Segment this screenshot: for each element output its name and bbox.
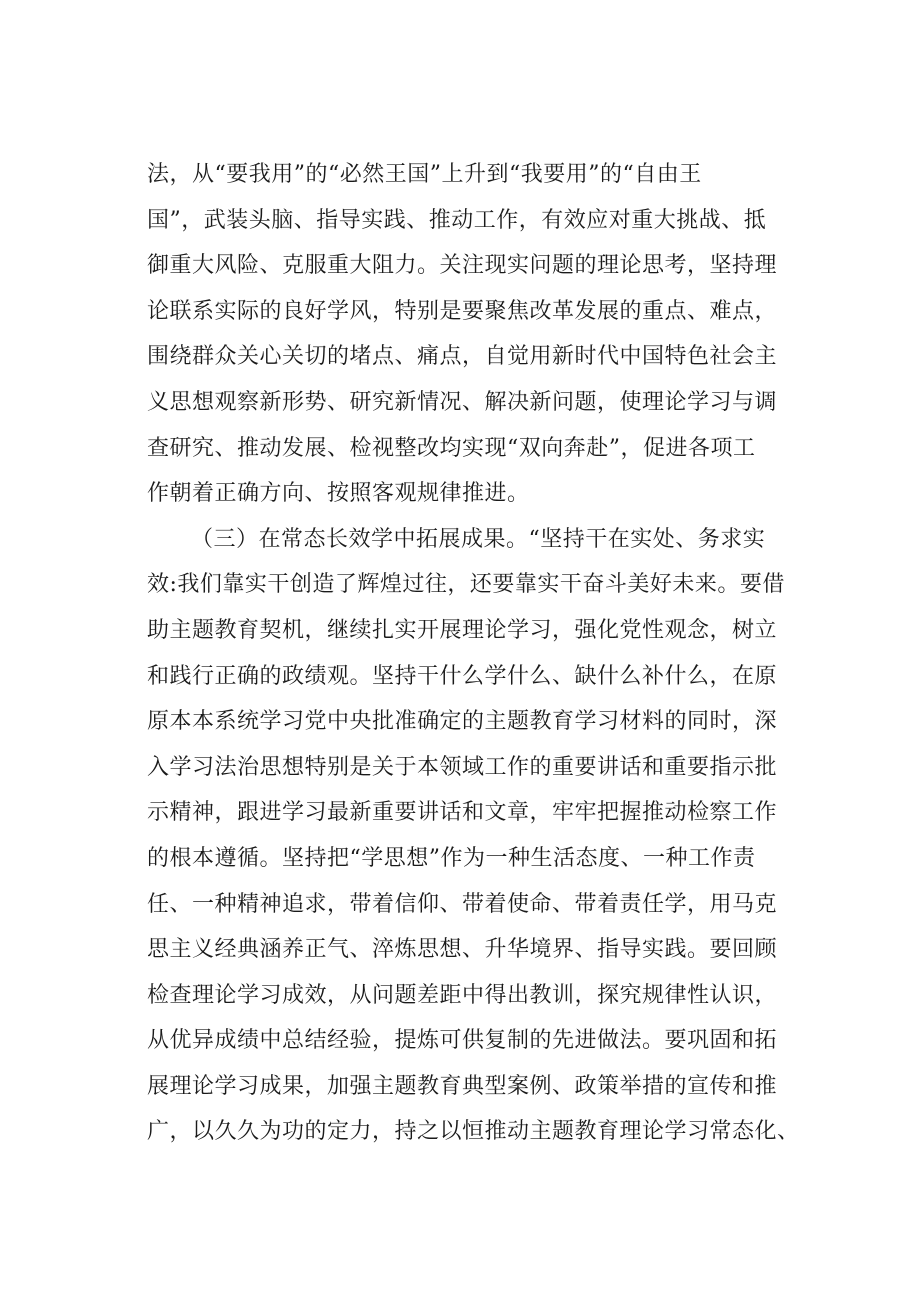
text-line: 的根本遵循。坚持把“学思想”作为一种生活态度、一种工作责 <box>147 845 756 871</box>
text-line: 法，从“要我用”的“必然王国”上升到“我要用”的“自由王 <box>147 162 702 187</box>
body-text <box>147 152 827 1155</box>
text-line: 查研究、推动发展、检视整改均实现“双向奔赴”，促进各项工 <box>147 435 756 461</box>
text-line: 广，以久久为功的定力，持之以恒推动主题教育理论学习常态化、 <box>147 1119 800 1145</box>
text-line: 从优异成绩中总结经验，提炼可供复制的先进做法。要巩固和拓 <box>147 1028 778 1054</box>
text-line: 检查理论学习成效，从问题差距中得出教训，探究规律性认识， <box>147 982 778 1008</box>
text-line: 入学习法治思想特别是关于本领域工作的重要讲话和重要指示批 <box>147 754 778 780</box>
text-line: 思主义经典涵养正气、淬炼思想、升华境界、指导实践。要回顾 <box>147 937 778 963</box>
text-line: 围绕群众关心关切的堵点、痛点，自觉用新时代中国特色社会主 <box>147 344 778 370</box>
text-line: 助主题教育契机，继续扎实开展理论学习，强化党性观念，树立 <box>147 617 778 643</box>
paragraph-2 <box>147 517 827 1155</box>
text-line: 论联系实际的良好学风，特别是要聚焦改革发展的重点、难点， <box>147 298 778 324</box>
text-line: 任、一种精神追求，带着信仰、带着使命、带着责任学，用马克 <box>147 891 778 917</box>
text-line: 国”，武装头脑、指导实践、推动工作，有效应对重大挑战、抵 <box>147 207 767 233</box>
paragraph-1 <box>147 152 827 517</box>
text-line: 义思想观察新形势、研究新情况、解决新问题，使理论学习与调 <box>147 389 778 415</box>
section-heading-line: （三）在常态长效学中拓展成果。“坚持干在实处、务求实 <box>191 526 766 552</box>
text-line: 御重大风险、克服重大阻力。关注现实问题的理论思考，坚持理 <box>147 253 778 279</box>
text-line: 和践行正确的政绩观。坚持干什么学什么、缺什么补什么，在原 <box>147 663 778 689</box>
text-line: 原本本系统学习党中央批准确定的主题教育学习材料的同时，深 <box>147 709 778 735</box>
text-line: 作朝着正确方向、按照客观规律推进。 <box>147 481 530 507</box>
text-line: 示精神，跟进学习最新重要讲话和文章，牢牢把握推动检察工作 <box>147 800 778 826</box>
text-line: 效:我们靠实干创造了辉煌过往，还要靠实干奋斗美好未来。要借 <box>147 572 785 598</box>
text-line: 展理论学习成果，加强主题教育典型案例、政策举措的宣传和推 <box>147 1073 778 1099</box>
